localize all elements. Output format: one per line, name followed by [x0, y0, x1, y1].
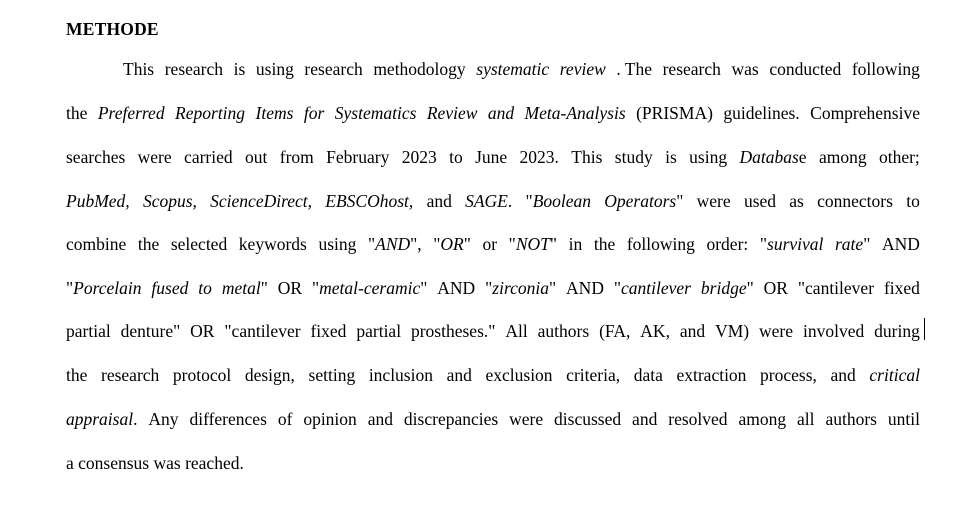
word: were	[696, 191, 731, 211]
word: selected	[170, 234, 228, 254]
word: were	[137, 147, 172, 167]
word: and	[830, 365, 856, 385]
word: SAGE.	[465, 191, 513, 211]
word: . The	[616, 59, 653, 79]
word: among	[738, 409, 787, 429]
word: Meta-Analysis	[524, 103, 626, 123]
word: and	[426, 191, 452, 211]
word: denture"	[120, 321, 181, 341]
word: Preferred	[97, 103, 165, 123]
word: was	[731, 59, 759, 79]
word: 2023.	[519, 147, 559, 167]
word: exclusion	[485, 365, 553, 385]
word: research	[662, 59, 721, 79]
word: OR	[763, 278, 788, 298]
word: of	[277, 409, 293, 429]
word: and	[367, 409, 393, 429]
word: data	[633, 365, 663, 385]
word: following	[626, 234, 695, 254]
word: research	[164, 59, 224, 79]
word: to	[906, 191, 920, 211]
word: "AND",	[367, 234, 422, 254]
word: connectors	[817, 191, 893, 211]
word: 2023	[401, 147, 437, 167]
word: involved	[802, 321, 865, 341]
paragraph-line	[66, 231, 920, 257]
paragraph-line	[66, 450, 920, 476]
word: resolved	[668, 409, 728, 429]
word: among	[818, 147, 867, 167]
word: inclusion	[368, 365, 433, 385]
word: setting	[308, 365, 356, 385]
word: fixed	[883, 278, 920, 298]
word: guidelines.	[723, 103, 800, 123]
word: differences	[189, 409, 267, 429]
word: Items	[255, 103, 294, 123]
section-heading: METHODE	[66, 19, 159, 39]
word: All	[505, 321, 528, 341]
word: ScienceDirect,	[210, 191, 313, 211]
word: to	[449, 147, 463, 167]
word: OR	[277, 278, 303, 298]
word: AND	[881, 234, 920, 254]
word: other;	[878, 147, 920, 167]
word: conducted	[769, 59, 842, 79]
word: "zirconia"	[485, 278, 557, 298]
word: AND	[437, 278, 476, 298]
word: study	[614, 147, 653, 167]
word: PubMed,	[66, 191, 130, 211]
word: opinion	[303, 409, 357, 429]
paragraph-line	[66, 275, 920, 301]
word: criteria,	[566, 365, 621, 385]
word: the	[137, 234, 160, 254]
word: design,	[244, 365, 295, 385]
word: the	[66, 103, 88, 123]
word: Any	[148, 409, 179, 429]
word: review	[559, 59, 606, 79]
word: for	[303, 103, 325, 123]
word: EBSCOhost,	[325, 191, 414, 211]
word: methodology	[373, 59, 466, 79]
word: "OR"	[433, 234, 471, 254]
word: fixed	[310, 321, 347, 341]
word: following	[851, 59, 920, 79]
word: and	[487, 103, 515, 123]
word: searches	[66, 147, 126, 167]
word: (PRISMA)	[636, 103, 713, 123]
word: This	[123, 59, 155, 79]
word: "survival	[759, 234, 824, 254]
word: the	[593, 234, 616, 254]
word: used	[743, 191, 777, 211]
word: carried	[184, 147, 233, 167]
paragraph-line	[66, 318, 920, 344]
word: using	[689, 147, 728, 167]
word: to	[198, 278, 212, 298]
word: "Porcelain	[66, 278, 142, 298]
word: order:	[706, 234, 749, 254]
word: and	[632, 409, 658, 429]
word: "NOT"	[508, 234, 558, 254]
word: "cantilever	[797, 278, 875, 298]
word: and	[446, 365, 472, 385]
word: were	[509, 409, 544, 429]
word: partial	[66, 321, 111, 341]
text-cursor	[924, 318, 925, 340]
word: using	[318, 234, 357, 254]
word: or	[482, 234, 498, 254]
word: as	[789, 191, 804, 211]
word: Comprehensive	[810, 103, 920, 123]
word: authors	[825, 409, 877, 429]
word: were	[759, 321, 794, 341]
word: AND	[566, 278, 604, 298]
paragraph-line	[66, 144, 920, 170]
word: AK,	[640, 321, 670, 341]
word: systematic	[476, 59, 550, 79]
word: Review	[426, 103, 478, 123]
word: discrepancies	[403, 409, 499, 429]
word: "cantilever	[613, 278, 691, 298]
word: rate"	[835, 234, 871, 254]
word: research	[101, 365, 160, 385]
paragraph-line	[66, 406, 920, 432]
word: is	[665, 147, 677, 167]
word: (FA,	[599, 321, 631, 341]
paragraph-line	[66, 362, 920, 388]
word: combine	[66, 234, 127, 254]
word: Operators"	[604, 191, 684, 211]
word: research	[304, 59, 363, 79]
word: "Boolean	[525, 191, 592, 211]
word: metal"	[221, 278, 268, 298]
word: during	[874, 321, 920, 341]
word: critical	[869, 365, 920, 385]
word: fused	[151, 278, 189, 298]
word: appraisal.	[66, 409, 138, 429]
word: and	[679, 321, 706, 341]
word: the	[66, 365, 88, 385]
word: from	[279, 147, 314, 167]
word: Database	[739, 147, 807, 167]
word: process,	[760, 365, 817, 385]
word: in	[568, 234, 583, 254]
word: all	[797, 409, 815, 429]
word: VM)	[715, 321, 750, 341]
paragraph-line	[66, 188, 920, 214]
word: a consensus was reached.	[66, 453, 244, 473]
word: Reporting	[175, 103, 246, 123]
word: February	[326, 147, 390, 167]
word: OR	[190, 321, 215, 341]
word: Systematics	[334, 103, 417, 123]
word: discussed	[554, 409, 622, 429]
word: "cantilever	[224, 321, 301, 341]
word: June	[475, 147, 508, 167]
word: partial	[356, 321, 402, 341]
word: extraction	[676, 365, 747, 385]
word: prostheses."	[410, 321, 496, 341]
word: bridge"	[700, 278, 754, 298]
word: "metal-ceramic"	[311, 278, 428, 298]
word: out	[245, 147, 268, 167]
word: until	[887, 409, 920, 429]
paragraph-line	[123, 56, 920, 82]
word: authors	[537, 321, 590, 341]
word: Scopus,	[142, 191, 197, 211]
word: keywords	[238, 234, 307, 254]
paragraph-line	[66, 100, 920, 126]
word: using	[255, 59, 294, 79]
word: protocol	[172, 365, 232, 385]
word: This	[571, 147, 603, 167]
word: is	[233, 59, 246, 79]
